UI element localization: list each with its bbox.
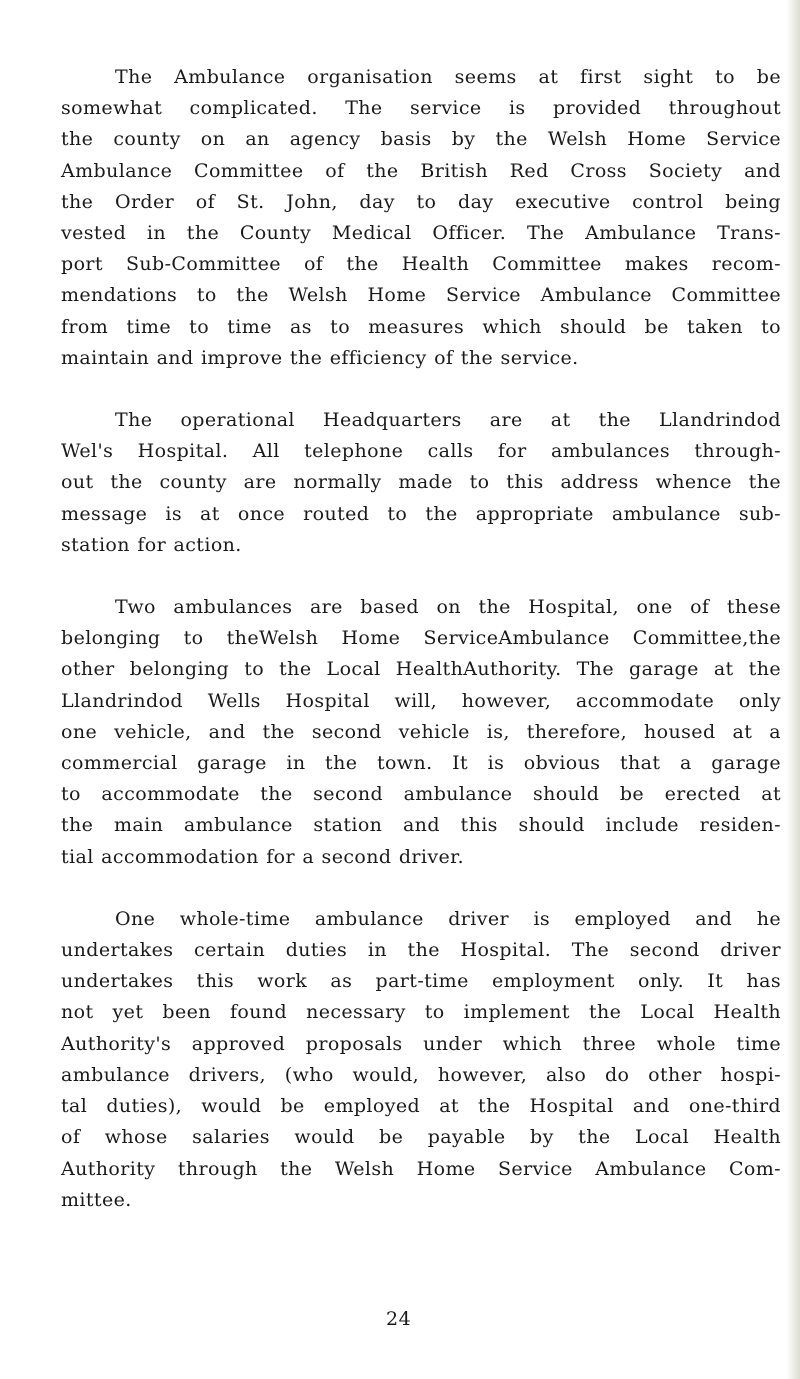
text-line: station for action. [61, 533, 242, 556]
text-line: mendations to the Welsh Home Service Ambulance Committee [61, 284, 781, 307]
text-line: Wel's Hospital. All telephone calls for ambulances through- [61, 440, 781, 463]
text-line: The operational Headquarters are at the Llandrindod [115, 409, 781, 432]
text-line: the main ambulance station and this should include residen- [61, 814, 781, 837]
text-line: Two ambulances are based on the Hospital, one of these [115, 596, 781, 619]
text-line: one vehicle, and the second vehicle is, therefore, housed at a [61, 720, 781, 743]
paragraph-operational-headquarters [61, 405, 781, 561]
paragraph-two-ambulances [61, 592, 781, 873]
text-line: commercial garage in the town. It is obvious that a garage [61, 752, 781, 775]
text-line: other belonging to the Local HealthAuthority. The garage at the [61, 658, 781, 681]
text-line: One whole-time ambulance driver is employed and he [115, 907, 781, 930]
text-line: The Ambulance organisation seems at first sight to be [115, 66, 781, 88]
text-line: vested in the County Medical Officer. The Ambulance Trans- [61, 222, 781, 245]
text-line: somewhat complicated. The service is provided throughout [61, 97, 781, 120]
text-line: the Order of St. John, day to day executive control being [61, 190, 781, 213]
text-line: mittee. [61, 1188, 132, 1211]
text-line: Llandrindod Wells Hospital will, however, accommodate only [61, 689, 781, 712]
text-line: Ambulance Committee of the British Red Cross Society and [61, 159, 781, 182]
text-line: Authority through the Welsh Home Service Ambulance Com- [61, 1157, 781, 1180]
text-line: tial accommodation for a second driver. [61, 845, 465, 868]
text-line: Authority's approved proposals under which three whole time [61, 1032, 781, 1055]
text-line: message is at once routed to the appropriate ambulance sub- [61, 502, 781, 525]
page-edge-shadow [786, 0, 800, 1379]
text-line: tal duties), would be employed at the Hospital and one-third [61, 1095, 781, 1118]
paragraph-ambulance-organisation [61, 62, 781, 374]
text-line: undertakes certain duties in the Hospital. The second driver [61, 939, 781, 962]
text-line: undertakes this work as part-time employment only. It has [61, 970, 781, 993]
text-line: of whose salaries would be payable by the Local Health [61, 1126, 781, 1149]
text-line: not yet been found necessary to implement the Local Health [61, 1001, 781, 1024]
text-line: belonging to theWelsh Home ServiceAmbulance Committee,the [61, 627, 781, 650]
text-line: maintain and improve the efficiency of the service. [61, 346, 579, 369]
document-page [61, 62, 781, 1216]
paragraph-ambulance-drivers [61, 904, 781, 1216]
text-line: to accommodate the second ambulance should be erected at [61, 783, 781, 806]
text-line: the county on an agency basis by the Welsh Home Service [61, 128, 781, 151]
text-line: out the county are normally made to this address whence the [61, 471, 781, 494]
page-number: 24 [386, 1308, 412, 1330]
text-line: port Sub-Committee of the Health Committee makes recom- [61, 253, 781, 276]
text-line: from time to time as to measures which should be taken to [61, 315, 781, 338]
text-line: ambulance drivers, (who would, however, also do other hospi- [61, 1063, 781, 1086]
